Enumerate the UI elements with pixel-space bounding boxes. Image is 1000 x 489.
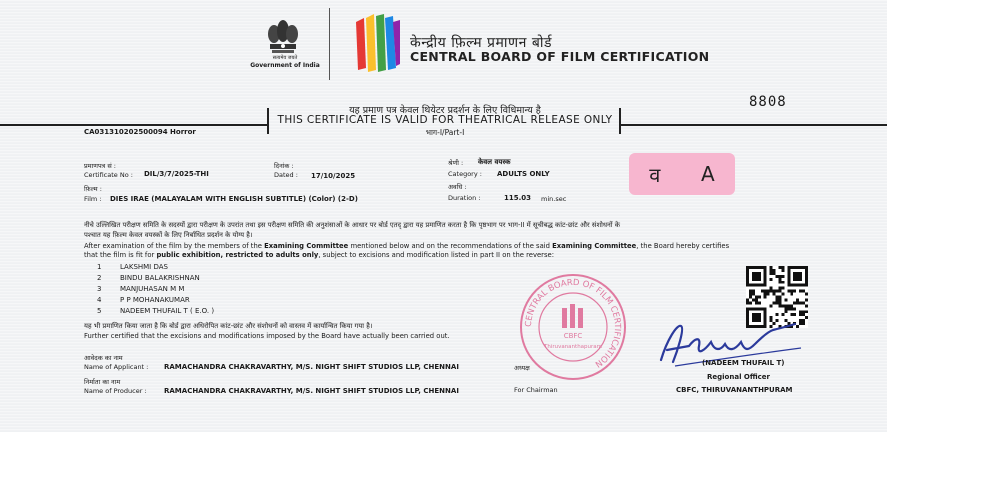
qr-module xyxy=(778,278,781,281)
qr-module xyxy=(787,269,790,272)
qr-module xyxy=(764,266,767,269)
qr-module xyxy=(776,298,779,301)
cbfc-seal-icon xyxy=(518,272,628,382)
qr-module xyxy=(781,275,784,278)
qr-module xyxy=(764,307,767,310)
qr-module xyxy=(796,298,799,301)
qr-module xyxy=(758,275,761,278)
qr-module xyxy=(755,272,758,275)
qr-module xyxy=(790,284,793,287)
member-name: LAKSHMI DAS xyxy=(120,263,168,271)
qr-module xyxy=(749,284,752,287)
qr-module xyxy=(761,290,764,293)
qr-module xyxy=(746,310,749,313)
qr-module xyxy=(790,290,793,293)
qr-module xyxy=(761,307,764,310)
chairman-hindi: अध्यक्ष xyxy=(514,364,530,372)
qr-module xyxy=(758,272,761,275)
qr-module xyxy=(758,278,761,281)
film-value: DIES IRAE (MALAYALAM WITH ENGLISH SUBTITLE) (Color) (2-D) xyxy=(110,195,358,203)
qr-module xyxy=(758,301,761,304)
qr-module xyxy=(755,284,758,287)
qr-module xyxy=(758,266,761,269)
qr-module xyxy=(805,293,808,296)
body-text: that the film is fit for xyxy=(84,251,157,259)
qr-module xyxy=(796,275,799,278)
qr-module xyxy=(764,281,767,284)
qr-module xyxy=(799,266,802,269)
duration-unit: min.sec xyxy=(541,195,567,203)
qr-module xyxy=(764,296,767,299)
qr-module xyxy=(773,301,776,304)
qr-module xyxy=(746,307,749,310)
qr-module xyxy=(790,307,793,310)
qr-module xyxy=(796,266,799,269)
qr-module xyxy=(805,281,808,284)
qr-module xyxy=(764,269,767,272)
qr-module xyxy=(778,275,781,278)
dated-label-hindi: दिनांक : xyxy=(274,162,294,170)
category-label-hindi: श्रेणी : xyxy=(448,159,464,167)
member-name: BINDU BALAKRISHNAN xyxy=(120,274,200,282)
qr-module xyxy=(752,278,755,281)
qr-module xyxy=(770,304,773,307)
validity-english: THIS CERTIFICATE IS VALID FOR THEATRICAL RELEASE ONLY xyxy=(277,114,613,126)
qr-module xyxy=(790,304,793,307)
qr-module xyxy=(805,284,808,287)
qr-module xyxy=(778,301,781,304)
qr-module xyxy=(787,290,790,293)
qr-module xyxy=(799,284,802,287)
qr-module xyxy=(802,284,805,287)
qr-module xyxy=(784,298,787,301)
qr-module xyxy=(752,275,755,278)
qr-module xyxy=(778,304,781,307)
qr-module xyxy=(770,266,773,269)
category-value: ADULTS ONLY xyxy=(497,170,550,178)
seal-text: CENTRAL BOARD OF FILM CERTIFICATION xyxy=(523,277,623,369)
rule-right xyxy=(620,124,887,126)
duration-value: 115.03 xyxy=(504,194,532,202)
film-label: Film : xyxy=(84,195,102,203)
film-label-hindi: फ़िल्म : xyxy=(84,185,102,193)
header-divider xyxy=(329,8,330,80)
qr-module xyxy=(749,293,752,296)
duration-label: Duration : xyxy=(448,194,481,202)
qr-module xyxy=(755,296,758,299)
qr-module xyxy=(802,266,805,269)
government-of-india-label xyxy=(250,55,320,69)
qr-module xyxy=(764,290,767,293)
govt-label: Government of India xyxy=(250,62,320,69)
qr-module xyxy=(764,278,767,281)
category-label: Category : xyxy=(448,170,482,178)
qr-module xyxy=(758,284,761,287)
body-english-1 xyxy=(84,242,804,251)
qr-module xyxy=(793,278,796,281)
qr-module xyxy=(746,269,749,272)
member-no: 3 xyxy=(97,285,102,293)
member-name: MANJUHASAN M M xyxy=(120,285,185,293)
qr-module xyxy=(770,278,773,281)
qr-module xyxy=(793,266,796,269)
qr-module xyxy=(773,269,776,272)
qr-module xyxy=(764,293,767,296)
body-emphasis: Examining Committee xyxy=(264,242,349,250)
cert-no-value: DIL/3/7/2025-THI xyxy=(144,170,209,178)
qr-module xyxy=(799,290,802,293)
qr-module xyxy=(749,290,752,293)
seal-city: Thiruvananthapuram xyxy=(543,344,603,350)
qr-module xyxy=(749,266,752,269)
producer-value: RAMACHANDRA CHAKRAVARTHY, M/S. NIGHT SHIFT STUDIOS LLP, CHENNAI xyxy=(164,387,459,395)
qr-module xyxy=(805,298,808,301)
further-english: Further certified that the excisions and modifications imposed by the Board have actually been carried out. xyxy=(84,332,450,340)
qr-module xyxy=(752,266,755,269)
qr-module xyxy=(781,269,784,272)
qr-module xyxy=(793,284,796,287)
officer-title: Regional Officer xyxy=(707,373,771,381)
category-value-hindi: केवल वयस्क xyxy=(478,158,511,166)
qr-module xyxy=(799,275,802,278)
qr-module xyxy=(799,278,802,281)
emblem-motto: सत्यमेव जयते xyxy=(272,55,298,61)
qr-module xyxy=(805,310,808,313)
qr-module xyxy=(761,266,764,269)
qr-module xyxy=(805,316,808,319)
qr-module xyxy=(778,266,781,269)
qr-module xyxy=(749,296,752,299)
qr-module xyxy=(776,275,779,278)
qr-module xyxy=(793,272,796,275)
qr-module xyxy=(778,290,781,293)
qr-module xyxy=(773,272,776,275)
applicant-label: Name of Applicant : xyxy=(84,363,149,371)
qr-module xyxy=(796,301,799,304)
qr-module xyxy=(802,301,805,304)
qr-module xyxy=(746,272,749,275)
body-text: , the Board hereby certifies xyxy=(636,242,730,250)
member-no: 1 xyxy=(97,263,102,271)
qr-module xyxy=(781,281,784,284)
qr-module xyxy=(787,307,790,310)
body-english-2 xyxy=(84,251,804,260)
qr-module xyxy=(784,307,787,310)
qr-module xyxy=(752,284,755,287)
qr-module xyxy=(746,298,749,301)
qr-module xyxy=(799,310,802,313)
qr-module xyxy=(787,284,790,287)
qr-module xyxy=(799,301,802,304)
qr-module xyxy=(787,304,790,307)
qr-module xyxy=(755,278,758,281)
member-name: NADEEM THUFAIL T ( E.O. ) xyxy=(120,307,215,315)
qr-module xyxy=(767,293,770,296)
body-text: After examination of the film by the members of the xyxy=(84,242,265,250)
body-hindi-1: नीचे उल्लिखित परीक्षण समिति के सदस्यों द्वारा परीक्षण के उपरांत तथा इस परीक्षण समिति की अनुशंसाओं के आधार पर बोर्ड एतद् द्वारा यह प्रमाणित करता है कि पृष्ठभाग पर भाग-II में सूचीबद्ध कांट-छांट और संशोधनों के xyxy=(84,221,620,229)
qr-module xyxy=(802,310,805,313)
member-no: 4 xyxy=(97,296,102,304)
qr-module xyxy=(793,290,796,293)
qr-module xyxy=(787,266,790,269)
further-hindi: यह भी प्रमाणित किया जाता है कि बोर्ड द्वारा अधिरोपित कांट-छांट और संशोधनों को वास्तव में कार्यान्वित किया गया है। xyxy=(84,322,373,330)
qr-module xyxy=(749,301,752,304)
qr-module xyxy=(805,278,808,281)
body-text: mentioned below and on the recommendations of the said xyxy=(348,242,553,250)
board-name-english: CENTRAL BOARD OF FILM CERTIFICATION xyxy=(410,49,710,64)
qr-module xyxy=(790,293,793,296)
rating-english: A xyxy=(701,162,715,186)
qr-module xyxy=(787,278,790,281)
rating-hindi: व xyxy=(649,162,661,187)
qr-module xyxy=(746,275,749,278)
qr-module xyxy=(764,310,767,313)
qr-module xyxy=(758,296,761,299)
serial-number: 8808 xyxy=(749,94,787,110)
qr-module xyxy=(746,278,749,281)
qr-module xyxy=(776,296,779,299)
qr-module xyxy=(781,304,784,307)
qr-module xyxy=(799,272,802,275)
qr-module xyxy=(778,281,781,284)
qr-module xyxy=(761,284,764,287)
qr-module xyxy=(755,275,758,278)
qr-module xyxy=(781,266,784,269)
certificate-code: CA031310202500094 Horror xyxy=(84,128,196,136)
qr-module xyxy=(746,266,749,269)
cert-no-label-hindi: प्रमाणपत्र सं : xyxy=(84,162,116,170)
qr-module xyxy=(764,272,767,275)
qr-module xyxy=(752,293,755,296)
qr-module xyxy=(805,275,808,278)
qr-module xyxy=(752,290,755,293)
cbfc-logo-icon xyxy=(352,12,402,74)
rule-left xyxy=(0,124,268,126)
qr-module xyxy=(787,275,790,278)
cert-no-label: Certificate No : xyxy=(84,171,133,179)
qr-module xyxy=(752,272,755,275)
qr-module xyxy=(784,310,787,313)
qr-module xyxy=(746,281,749,284)
qr-module xyxy=(764,284,767,287)
qr-module xyxy=(752,298,755,301)
qr-module xyxy=(796,284,799,287)
qr-module xyxy=(755,301,758,304)
qr-module xyxy=(802,290,805,293)
qr-module xyxy=(787,272,790,275)
applicant-value: RAMACHANDRA CHAKRAVARTHY, M/S. NIGHT SHIFT STUDIOS LLP, CHENNAI xyxy=(164,363,459,371)
seal-inner: CBFC xyxy=(563,332,583,340)
qr-module xyxy=(790,266,793,269)
qr-module xyxy=(778,298,781,301)
qr-module xyxy=(793,275,796,278)
member-no: 2 xyxy=(97,274,102,282)
applicant-label-hindi: आवेदक का नाम xyxy=(84,354,123,362)
qr-module xyxy=(784,304,787,307)
qr-module xyxy=(793,301,796,304)
qr-module xyxy=(773,290,776,293)
chairman-english: For Chairman xyxy=(514,386,558,394)
dated-value: 17/10/2025 xyxy=(311,172,356,180)
officer-name: (NADEEM THUFAIL T) xyxy=(702,359,785,367)
qr-module xyxy=(776,301,779,304)
qr-module xyxy=(770,287,773,290)
qr-module xyxy=(787,281,790,284)
qr-module xyxy=(776,290,779,293)
qr-module xyxy=(755,266,758,269)
member-name: P P MOHANAKUMAR xyxy=(120,296,190,304)
producer-label: Name of Producer : xyxy=(84,387,147,395)
qr-module xyxy=(746,284,749,287)
producer-label-hindi: निर्माता का नाम xyxy=(84,378,121,386)
qr-module xyxy=(770,269,773,272)
body-emphasis: public exhibition, restricted to adults only xyxy=(156,251,319,259)
qr-module xyxy=(805,272,808,275)
rating-badge xyxy=(629,153,735,195)
qr-module xyxy=(781,287,784,290)
qr-module xyxy=(755,298,758,301)
qr-module xyxy=(805,304,808,307)
duration-label-hindi: अवधि : xyxy=(448,183,467,191)
qr-module xyxy=(770,290,773,293)
qr-module xyxy=(749,307,752,310)
dated-label: Dated : xyxy=(274,171,298,179)
qr-module xyxy=(793,307,796,310)
qr-module xyxy=(773,293,776,296)
body-hindi-2: पश्चात यह फ़िल्म केवल वयस्कों के लिए निर्बाधित प्रदर्शन के योग्य है। xyxy=(84,231,253,239)
qr-module xyxy=(767,290,770,293)
qr-module xyxy=(746,301,749,304)
qr-module xyxy=(764,275,767,278)
qr-module xyxy=(770,272,773,275)
qr-module xyxy=(755,307,758,310)
qr-module xyxy=(758,307,761,310)
officer-office: CBFC, THIRUVANANTHPURAM xyxy=(676,386,793,394)
qr-module xyxy=(805,269,808,272)
qr-module xyxy=(778,296,781,299)
body-emphasis: Examining Committee xyxy=(552,242,637,250)
emblem-icon xyxy=(262,14,304,58)
part-label: भाग-I/Part-I xyxy=(425,128,465,137)
body-text: , subject to excisions and modification listed in part II on the reverse: xyxy=(318,251,554,259)
qr-module xyxy=(778,287,781,290)
qr-module xyxy=(796,272,799,275)
qr-module xyxy=(752,307,755,310)
board-name-hindi: केन्द्रीय फ़िल्म प्रमाणन बोर्ड xyxy=(410,35,552,51)
member-no: 5 xyxy=(97,307,102,315)
rule-tick-left xyxy=(267,108,269,134)
qr-module xyxy=(781,293,784,296)
validity-hindi: यह प्रमाण पत्र केवल थियेटर प्रदर्शन के लिए विधिमान्य है xyxy=(349,105,541,116)
qr-module xyxy=(805,266,808,269)
qr-module xyxy=(796,278,799,281)
